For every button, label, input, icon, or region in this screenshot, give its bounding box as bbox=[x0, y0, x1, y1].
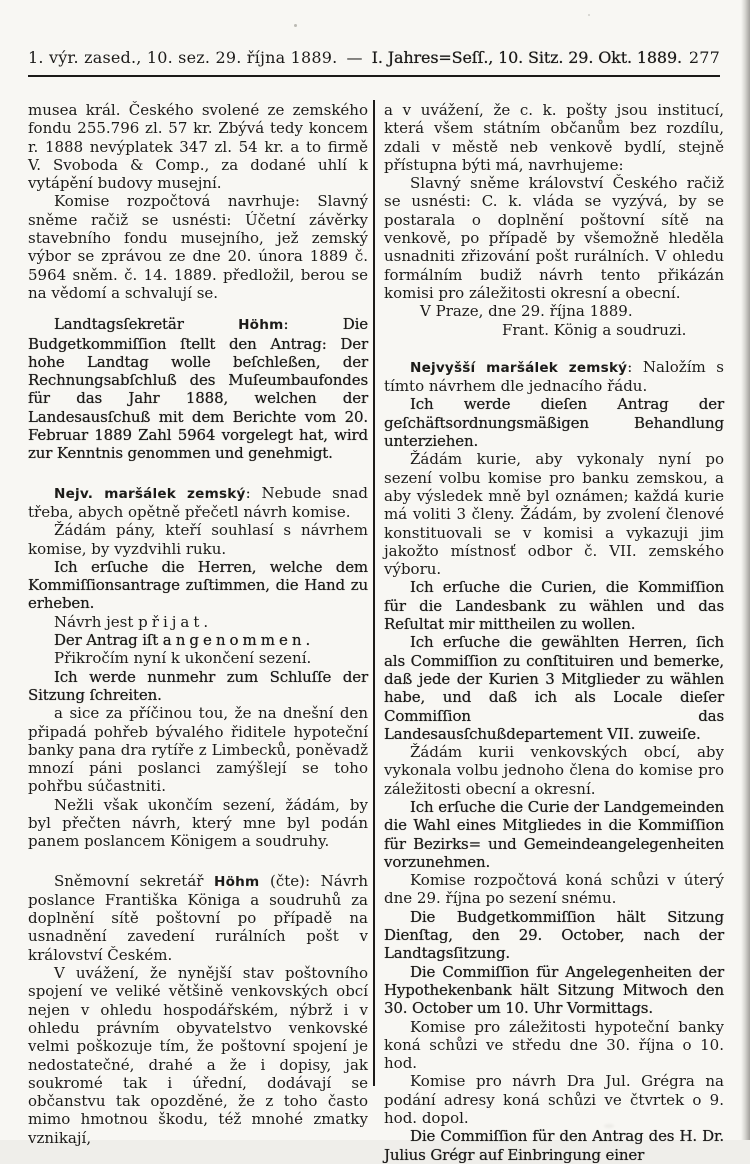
text-segment: (čte): Návrh poslance Františka Königa a soudruhů za doplnění sítě poštovní po případě na usnadnění zavedení rurálních pošt v království Českém. bbox=[28, 871, 368, 964]
speaker-name: Höhm bbox=[238, 317, 284, 334]
scan-speckle bbox=[294, 24, 297, 27]
paragraph bbox=[28, 192, 368, 302]
paragraph bbox=[384, 1072, 724, 1127]
text-segment: Ich erſuche die Curien, die Kommiſſion für die Landesbank zu wählen und das Reſultat mir mittheilen zu wollen. bbox=[384, 578, 724, 634]
text-segment: . bbox=[305, 631, 311, 650]
text-segment: a sice za příčinou tou, že na dnešní den připadá pohřeb bývalého řiditele hypoteční banky pana dra rytíře z Limbecků, poněvadž mnozí páni poslanci zamýšlejí se toho pohřbu súčastniti. bbox=[28, 704, 368, 796]
paragraph bbox=[28, 558, 368, 613]
paragraph bbox=[384, 321, 724, 339]
paragraph bbox=[28, 796, 368, 851]
text-segment: : Nebude snad třeba, abych opětně přečetl návrh komise. bbox=[28, 483, 368, 521]
paragraph bbox=[384, 743, 724, 798]
paragraph bbox=[384, 908, 724, 963]
paragraph bbox=[384, 1127, 724, 1164]
paragraph bbox=[384, 1018, 724, 1073]
text-segment: Die Commiſſion für Angelegenheiten der Hypothekenbank hält Sitzung Mitwoch den 30. October um 10. Uhr Vormittags. bbox=[384, 962, 724, 1018]
header-german-date: I. Jahres=Seſſ., 10. Sitz. 29. Okt. 1889. bbox=[371, 48, 682, 67]
paragraph bbox=[28, 315, 368, 462]
text-segment: Ich erſuche die gewählten Herren, ſich als Commiſſion zu conſtituiren und bemerke, daß jede der Kurien 3 Mitglieder zu wählen habe, und daß ich als Locale dieſer Commiſſion das Landesausſchußdepartement VII. zuweiſe. bbox=[384, 633, 724, 743]
column-right bbox=[384, 101, 724, 1164]
text-segment: V Praze, dne 29. října 1889. bbox=[420, 302, 633, 321]
text-segment: Sněmovní sekretář bbox=[54, 871, 215, 890]
paragraph bbox=[28, 484, 368, 522]
text-segment: Nežli však ukončím sezení, žádám, by byl přečten návrh, který mne byl podán panem poslancem Königem a soudruhy. bbox=[28, 795, 368, 851]
paragraph bbox=[384, 395, 724, 450]
text-segment: : Die Budgetkommiſſion ſtellt den Antrag: Der hohe Landtag wolle beſchleßen, der Rechnungsabſchluß des Muſeumbaufondes für das Jahr 1888, welchen der Landesausſchuß mit dem Berichte vom 20. Februar 1889 Zahl 5964 vorgelegt hat, wird zur Kenntnis genommen und genehmigt. bbox=[28, 315, 368, 463]
paragraph bbox=[28, 964, 368, 1147]
paragraph bbox=[28, 668, 368, 705]
paragraph bbox=[28, 631, 368, 649]
text-segment: Ich erſuche die Curie der Landgemeinden die Wahl eines Mitgliedes in die Kommiſſion für Bezirks= und Gemeindeangelegenheiten vorzunehmen. bbox=[384, 797, 724, 871]
paragraph bbox=[384, 633, 724, 743]
speaker-name: Höhm bbox=[214, 873, 260, 890]
paragraph bbox=[384, 174, 724, 302]
paragraph bbox=[384, 578, 724, 633]
text-segment: Die Budgetkommiſſion hält Sitzung Dienſtag, den 29. October, nach der Landtagsſitzung. bbox=[384, 907, 724, 963]
running-header bbox=[28, 48, 720, 77]
scan-speckle bbox=[588, 14, 590, 16]
text-segment: : Naložím s tímto návrhem dle jednacího řádu. bbox=[384, 357, 724, 396]
text-segment: angenommen bbox=[162, 631, 306, 650]
speaker-name: Nejvyšší maršálek zemský bbox=[410, 359, 628, 376]
text-segment: Komise pro záležitosti hypoteční banky koná schůzi ve středu dne 30. října o 10. hod. bbox=[384, 1017, 724, 1073]
paragraph bbox=[28, 101, 368, 192]
text-segment: přijat bbox=[138, 612, 204, 631]
text-segment: Der Antrag iſt bbox=[54, 631, 163, 650]
paragraph bbox=[384, 450, 724, 578]
text-segment: Komise rozpočtová navrhuje: Slavný sněme račiž se usnésti: Účetní závěrky stavebního fondu musejního, jež zemský výbor se zprávou ze dne 20. února 1889 č. 5964 sněm. č. 14. 1889. předložil, berou se na vědomí a schvalují se. bbox=[28, 192, 368, 302]
column-divider-rule bbox=[373, 100, 375, 1086]
text-segment: Frant. König a soudruzi. bbox=[502, 320, 687, 339]
header-czech-date: 1. výr. zased., 10. sez. 29. října 1889. bbox=[28, 48, 338, 67]
paragraph bbox=[384, 358, 724, 396]
paragraph bbox=[28, 649, 368, 667]
text-segment: Návrh jest bbox=[54, 612, 139, 631]
paragraph bbox=[384, 798, 724, 871]
text-segment: Žádám pány, kteří souhlasí s návrhem komise, by vyzdvihli ruku. bbox=[28, 521, 368, 558]
text-segment: Komise pro návrh Dra Jul. Grégra na podání adresy koná schůzi ve čtvrtek o 9. hod. dopol. bbox=[384, 1072, 724, 1128]
paragraph bbox=[384, 963, 724, 1018]
speaker-name: Nejv. maršálek zemský bbox=[54, 485, 246, 502]
text-segment: Přikročím nyní k ukončení sezení. bbox=[54, 649, 312, 668]
paragraph bbox=[384, 101, 724, 174]
page-number: 277 bbox=[688, 48, 720, 67]
text-segment: Landtagsſekretär bbox=[54, 315, 239, 334]
paragraph bbox=[28, 613, 368, 631]
scan-edge-shadow bbox=[741, 0, 750, 1140]
paragraph bbox=[28, 704, 368, 795]
text-segment: Komise rozpočtová koná schůzi v úterý dne 29. října po sezení snému. bbox=[384, 871, 724, 908]
text-segment: Ich erſuche die Herren, welche dem Kommiſſionsantrage zuſtimmen, die Hand zu erheben. bbox=[28, 557, 368, 613]
paragraph bbox=[384, 871, 724, 908]
paragraph bbox=[384, 302, 724, 320]
text-segment: . bbox=[203, 612, 209, 631]
paragraph bbox=[28, 872, 368, 964]
text-segment: a v uvážení, že c. k. pošty jsou institucí, která všem státním občanům bez rozdílu, zdali v městě neb venkově bydlí, stejně přístupna býti má, navrhujeme: bbox=[384, 101, 724, 174]
text-segment: Slavný sněme království Českého račiž se usnésti: C. k. vláda se vyzývá, by se postarala o doplnění poštovní sítě na venkově, po případě by všemožně hleděla usnadniti zřizování pošt rurálních. V ohledu formálním budiž návrh tento přikázán komisi pro záležitosti okresní a obecní. bbox=[384, 174, 724, 302]
header-dash: — bbox=[346, 48, 363, 67]
text-segment: Žádám kurie, aby vykonaly nyní po sezení volbu komise pro banku zemskou, a aby výsledek mně byl oznámen; každá kurie má voliti 3 členy. Žádám, by zvolení členové konstituovali se v komisi a vykazuji jim jakožto místnosť odbor č. VII. zemského výboru. bbox=[384, 450, 724, 579]
paragraph bbox=[28, 521, 368, 558]
column-left bbox=[28, 101, 368, 1147]
text-segment: Žádám kurii venkovských obcí, aby vykonala volbu jednoho člena do komise pro záležitosti obecní a okresní. bbox=[384, 743, 724, 798]
text-segment: V uvážení, že nynější stav poštovního spojení ve veliké většině venkovských obcí nejen v ohledu hospodářském, nýbrž i v ohledu právním obyvatelstvo venkovské velmi poškozuje tím, že poštovní spojení je nedostatečné, drahé a že i dopisy, jak soukromé tak i úřední, dodávají se občanstvu tak opozděné, že z toho často mimo hmotnou škodu, též mnohé zmatky vznikají, bbox=[28, 964, 368, 1147]
text-segment: Die Commiſſion für den Antrag des H. Dr. Julius Grégr auf Einbringung einer bbox=[384, 1127, 724, 1164]
text-segment: Ich werde dieſen Antrag der geſchäftsordnungsmäßigen Behandlung unterziehen. bbox=[384, 395, 724, 451]
text-segment: musea král. Českého svolené ze zemského fondu 255.796 zl. 57 kr. Zbývá tedy koncem r. 1888 nevýplatek 347 zl. 54 kr. a to firmě V. Svoboda & Comp., za dodané uhlí k vytápění budovy musejní. bbox=[28, 101, 368, 193]
text-segment: Ich werde nunmehr zum Schluſſe der Sitzung ſchreiten. bbox=[28, 667, 368, 704]
session-line bbox=[28, 48, 682, 67]
